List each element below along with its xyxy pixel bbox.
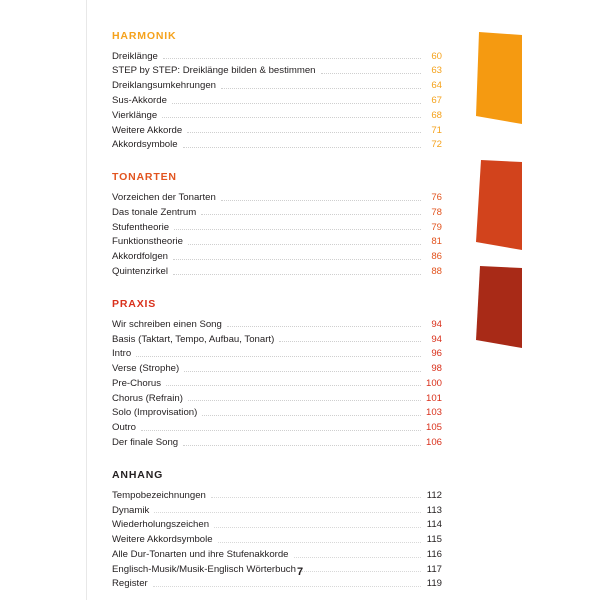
toc-entry-page: 88: [431, 265, 442, 277]
page-folio-number: 7: [296, 566, 304, 578]
toc-entry-page: 105: [425, 422, 442, 434]
toc-entry-page: 106: [425, 437, 442, 448]
toc-entry-label: Stufentheorie: [112, 221, 170, 233]
toc-leader-dots: [211, 496, 421, 498]
toc-leader-dots: [321, 72, 421, 74]
toc-entry-label: Das tonale Zentrum: [112, 206, 197, 218]
toc-entry-page: 114: [426, 519, 442, 531]
toc-entry-page: 64: [431, 80, 442, 92]
toc-entry[interactable]: [112, 518, 442, 533]
toc-leader-dots: [201, 213, 421, 215]
toc-entry-page: 116: [426, 548, 442, 560]
toc-leader-dots: [154, 511, 421, 513]
toc-entry[interactable]: [112, 93, 442, 108]
toc-entry[interactable]: [112, 108, 442, 123]
toc-leader-dots: [172, 102, 421, 104]
toc-entry[interactable]: [112, 190, 442, 205]
toc-entry-page: 60: [431, 50, 442, 62]
toc-entry-label: Weitere Akkorde: [112, 124, 183, 136]
toc-entry[interactable]: [112, 503, 442, 518]
toc-entry-page: 71: [431, 124, 442, 136]
toc-entry[interactable]: [112, 250, 442, 265]
toc-entry-page: 79: [431, 221, 442, 233]
toc-leader-dots: [162, 116, 421, 118]
toc-entry[interactable]: [112, 376, 442, 391]
toc-entry[interactable]: [112, 317, 442, 332]
toc-entry-page: 115: [426, 534, 442, 546]
toc-section-praxis: [112, 298, 442, 450]
toc-entry[interactable]: [112, 138, 442, 153]
toc-entry-label: Sus-Akkorde: [112, 94, 167, 106]
toc-entry[interactable]: [112, 332, 442, 347]
toc-entry-label: Verse (Strophe): [112, 363, 180, 375]
chapter-tab-praxis: [476, 266, 522, 348]
toc-entry-page: 78: [431, 206, 442, 218]
toc-entry-page: 63: [431, 65, 442, 77]
toc-entry-page: 100: [425, 377, 442, 389]
toc-entry-page: 117: [426, 563, 442, 575]
toc-leader-dots: [174, 228, 421, 230]
toc-leader-dots: [227, 325, 421, 327]
toc-entry-label: Akkordsymbole: [112, 139, 178, 151]
section-title-praxis: PRAXIS: [112, 298, 157, 311]
chapter-tab-tonarten: [476, 160, 522, 252]
toc-entry-page: 68: [431, 109, 442, 121]
toc-leader-dots: [183, 146, 421, 148]
toc-entry[interactable]: [112, 421, 442, 436]
toc-entry[interactable]: [112, 64, 442, 79]
toc-entry[interactable]: [112, 577, 442, 592]
chapter-tab-shape-icon: [476, 266, 522, 348]
toc-section-tonarten: [112, 171, 442, 279]
toc-section-harmonik: [112, 30, 442, 152]
toc-entry-label: Akkordfolgen: [112, 251, 168, 263]
toc-entry-page: 101: [425, 392, 442, 404]
toc-entry-label: Quintenzirkel: [112, 265, 168, 277]
toc-leader-dots: [163, 57, 421, 59]
toc-leader-dots: [202, 414, 421, 416]
page-left-margin: [0, 0, 87, 600]
chapter-tab-shape-icon: [476, 160, 522, 252]
toc-leader-dots: [141, 429, 421, 431]
toc-entry-page: 112: [426, 489, 442, 501]
toc-entry-page: 81: [431, 236, 442, 248]
section-title-harmonik: HARMONIK: [112, 30, 177, 42]
toc-entry-label: Weitere Akkordsymbole: [112, 534, 213, 546]
toc-leader-dots: [173, 273, 421, 275]
toc-entry-label: Outro: [112, 422, 136, 434]
toc-entry[interactable]: [112, 49, 442, 64]
toc-entry-page: 119: [426, 578, 442, 590]
toc-entry-label: Englisch-Musik/Musik-Englisch Wörterbuch: [112, 563, 296, 575]
toc-leader-dots: [294, 556, 421, 558]
toc-entry-page: 96: [431, 348, 442, 360]
toc-entry-label: Vierklänge: [112, 109, 158, 121]
toc-leader-dots: [188, 399, 421, 401]
toc-entry[interactable]: [112, 235, 442, 250]
toc-entry-label: Basis (Taktart, Tempo, Aufbau, Tonart): [112, 333, 275, 345]
toc-leader-dots: [153, 585, 421, 587]
toc-entry-page: 94: [431, 318, 442, 330]
toc-entry-label: Tempobezeichnungen: [112, 489, 206, 501]
toc-entry-page: 98: [431, 363, 442, 375]
toc-leader-dots: [188, 243, 421, 245]
toc-entry[interactable]: [112, 79, 442, 94]
chapter-tab-harmonik: [476, 32, 522, 124]
toc-entry[interactable]: [112, 488, 442, 503]
toc-leader-dots: [279, 340, 421, 342]
toc-entry-label: Dreiklänge: [112, 50, 158, 62]
toc-entry-page: 76: [431, 192, 442, 204]
toc-entry-label: Der finale Song: [112, 437, 179, 448]
toc-entry[interactable]: [112, 264, 442, 279]
toc-entry-label: Intro: [112, 348, 132, 360]
toc-entry[interactable]: [112, 406, 442, 421]
toc-entry-label: Alle Dur-Tonarten und ihre Stufenakkorde: [112, 548, 289, 560]
toc-entry-label: Solo (Improvisation): [112, 407, 198, 419]
toc-entry[interactable]: [112, 220, 442, 235]
toc-entry-page: 72: [431, 139, 442, 151]
toc-entry-label: Wir schreiben einen Song: [112, 318, 222, 330]
toc-leader-dots: [166, 384, 421, 386]
toc-entry-label: Dreiklangsumkehrungen: [112, 80, 216, 92]
toc-entry-page: 67: [431, 94, 442, 106]
toc-entry-label: Register: [112, 578, 148, 590]
toc-entry[interactable]: [112, 533, 442, 548]
toc-entry[interactable]: [112, 435, 442, 450]
toc-leader-dots: [214, 526, 421, 528]
toc-entry-page: 94: [431, 333, 442, 345]
toc-entry[interactable]: [112, 547, 442, 562]
toc-leader-dots: [184, 370, 421, 372]
toc-entry-label: Chorus (Refrain): [112, 392, 183, 404]
toc-entry-label: Pre-Chorus: [112, 377, 162, 389]
toc-entry-page: 103: [425, 407, 442, 419]
toc-leader-dots: [221, 199, 421, 201]
toc-entry-label: Funktionstheorie: [112, 236, 183, 248]
toc-entry[interactable]: [112, 362, 442, 377]
toc-leader-dots: [221, 87, 421, 89]
toc-entry-label: Wiederholungszeichen: [112, 519, 210, 531]
toc-leader-dots: [136, 355, 421, 357]
toc-entry-label: STEP by STEP: Dreiklänge bilden & bestimmen: [112, 65, 316, 77]
toc-entry-label: Vorzeichen der Tonarten: [112, 192, 216, 204]
toc-entry[interactable]: [112, 347, 442, 362]
section-title-anhang: ANHANG: [112, 469, 164, 482]
toc-leader-dots: [187, 131, 421, 133]
toc-leader-dots: [218, 541, 421, 543]
toc-leader-dots: [173, 258, 421, 260]
toc-entry-page: 113: [426, 504, 442, 516]
toc-leader-dots: [183, 444, 421, 446]
section-title-tonarten: TONARTEN: [112, 171, 177, 184]
toc-entry[interactable]: [112, 123, 442, 138]
chapter-tab-shape-icon: [476, 32, 522, 124]
toc-entry[interactable]: [112, 391, 442, 406]
toc-entry[interactable]: [112, 205, 442, 220]
toc-entry-label: Dynamik: [112, 504, 150, 516]
table-of-contents: [112, 30, 442, 611]
toc-entry-page: 86: [431, 251, 442, 263]
